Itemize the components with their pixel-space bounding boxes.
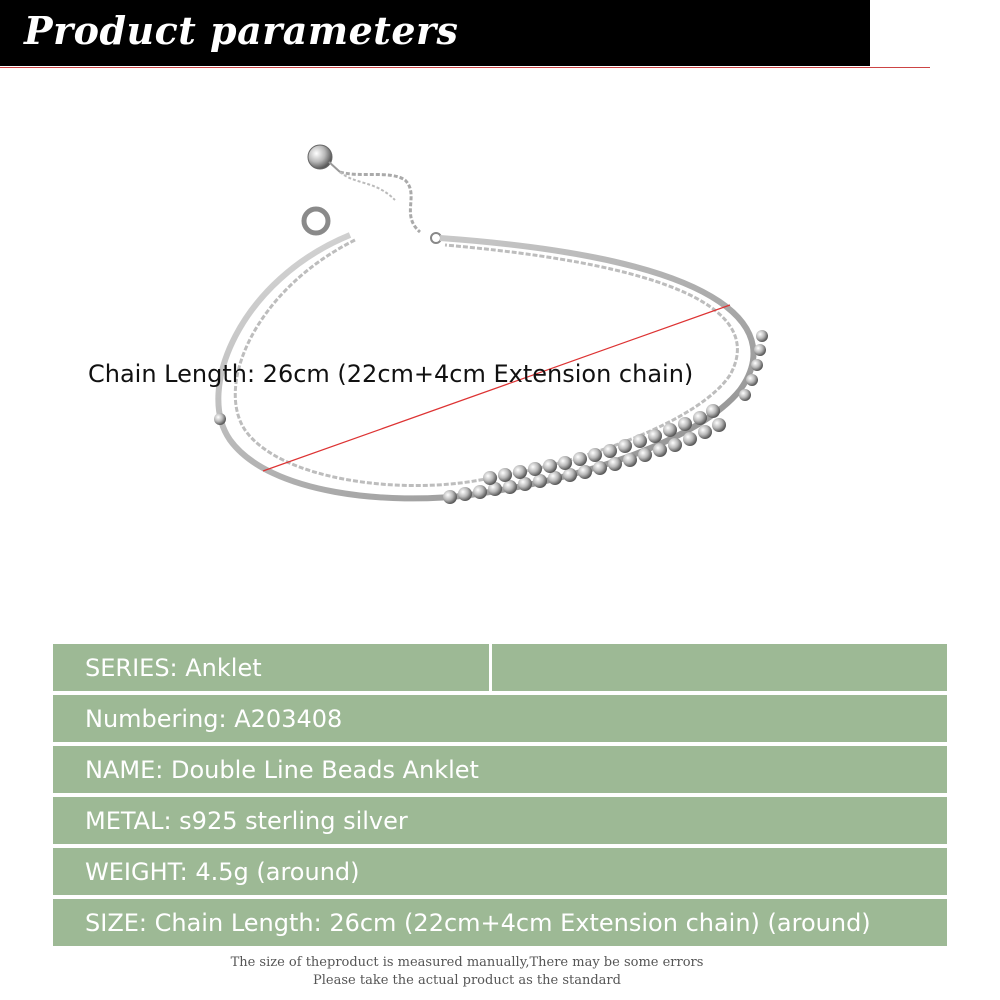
- chain-length-label: Chain Length: 26cm (22cm+4cm Extension chain): [88, 360, 694, 388]
- row-divider: [489, 644, 492, 691]
- param-row-metal: [53, 797, 947, 844]
- param-name: NAME: Double Line Beads Anklet: [85, 756, 479, 784]
- anklet-image: [0, 100, 1000, 600]
- param-weight: WEIGHT: 4.5g (around): [85, 858, 360, 886]
- param-row-weight: [53, 848, 947, 895]
- param-row-size: [53, 899, 947, 946]
- param-metal: METAL: s925 sterling silver: [85, 807, 408, 835]
- parameter-table: [53, 644, 947, 950]
- param-size: SIZE: Chain Length: 26cm (22cm+4cm Extension chain) (around): [85, 909, 871, 937]
- param-numbering: Numbering: A203408: [85, 705, 343, 733]
- param-row-numbering: [53, 695, 947, 742]
- measurement-disclaimer: [0, 954, 934, 990]
- param-row-series: [53, 644, 947, 691]
- param-row-name: [53, 746, 947, 793]
- header-divider: [0, 67, 930, 68]
- disclaimer-line-1: The size of theproduct is measured manually,There may be some errors: [230, 955, 704, 970]
- param-series: SERIES: Anklet: [85, 654, 262, 682]
- disclaimer-line-2: Please take the actual product as the standard: [313, 973, 621, 988]
- page-title: Product parameters: [24, 8, 459, 53]
- header-bar: [0, 0, 870, 66]
